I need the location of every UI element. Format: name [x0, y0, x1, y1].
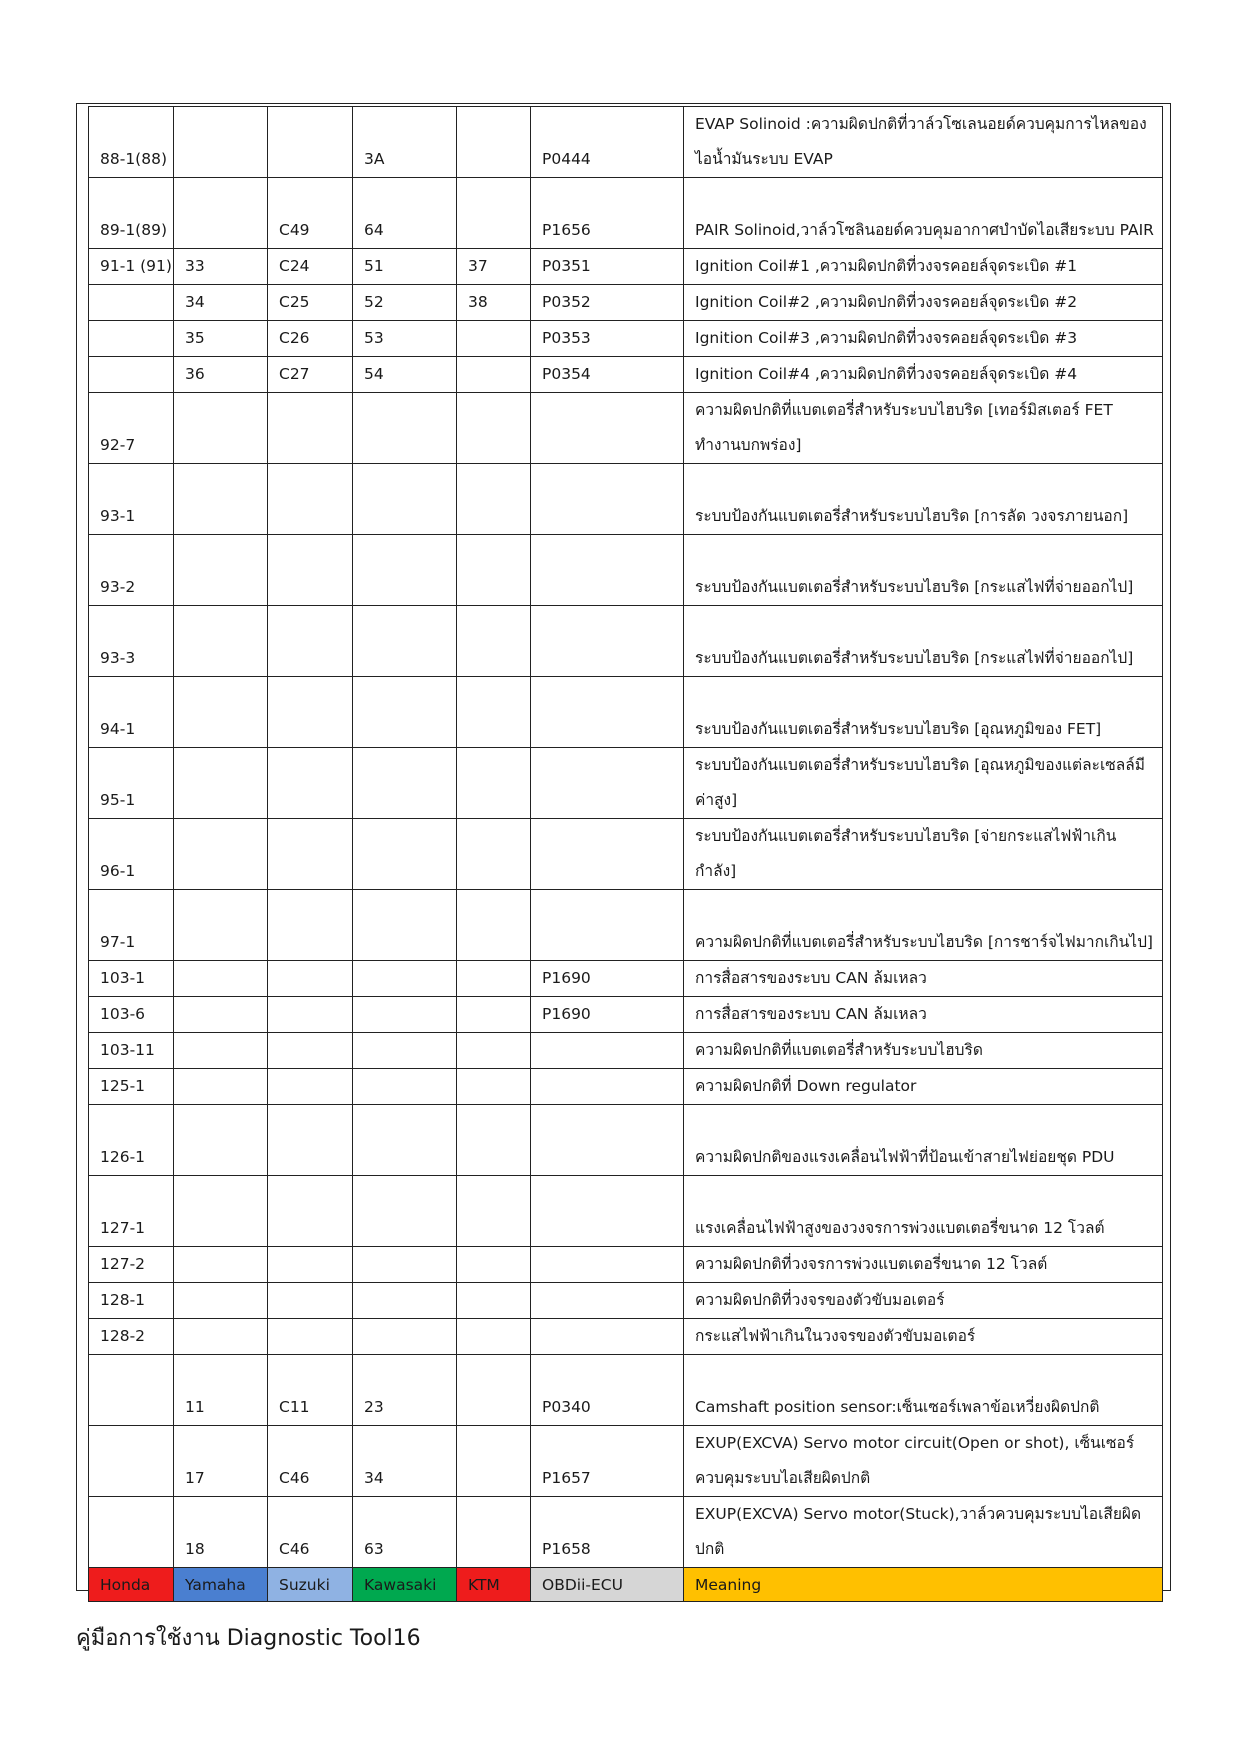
- cell-kawasaki: [353, 677, 457, 748]
- table-row: [89, 393, 1163, 464]
- cell-obd: P0352: [531, 285, 684, 321]
- cell-yamaha: [174, 1176, 268, 1247]
- cell-ktm: [457, 1069, 531, 1105]
- cell-meaning: ระบบป้องกันแบตเตอรี่สำหรับระบบไฮบริด [จ่ายกระแสไฟฟ้าเกินกำลัง]: [684, 819, 1163, 890]
- cell-honda: [89, 1355, 174, 1426]
- cell-honda: 103-11: [89, 1033, 174, 1069]
- cell-honda: [89, 1426, 174, 1497]
- cell-ktm: [457, 357, 531, 393]
- cell-kawasaki: [353, 1033, 457, 1069]
- table-row: [89, 748, 1163, 819]
- cell-yamaha: [174, 1283, 268, 1319]
- cell-honda: 125-1: [89, 1069, 174, 1105]
- table-row: [89, 535, 1163, 606]
- cell-obd: [531, 464, 684, 535]
- table-row: [89, 321, 1163, 357]
- cell-honda: 92-7: [89, 393, 174, 464]
- cell-kawasaki: [353, 393, 457, 464]
- cell-ktm: 38: [457, 285, 531, 321]
- cell-yamaha: [174, 890, 268, 961]
- table-row: [89, 1176, 1163, 1247]
- page-footer: คู่มือการใช้งาน Diagnostic Tool16: [76, 1626, 421, 1651]
- cell-ktm: [457, 1176, 531, 1247]
- cell-kawasaki: [353, 1319, 457, 1355]
- cell-yamaha: [174, 1247, 268, 1283]
- cell-suzuki: C46: [268, 1497, 353, 1568]
- cell-ktm: [457, 464, 531, 535]
- table-row: [89, 1426, 1163, 1497]
- table-row: [89, 606, 1163, 677]
- cell-obd: [531, 1105, 684, 1176]
- cell-yamaha: [174, 819, 268, 890]
- cell-honda: 97-1: [89, 890, 174, 961]
- cell-yamaha: [174, 393, 268, 464]
- cell-ktm: [457, 819, 531, 890]
- cell-obd: P0340: [531, 1355, 684, 1426]
- cell-suzuki: C26: [268, 321, 353, 357]
- cell-kawasaki: [353, 1176, 457, 1247]
- cell-yamaha: 33: [174, 249, 268, 285]
- cell-yamaha: [174, 535, 268, 606]
- cell-meaning: Ignition Coil#3 ,ความผิดปกติที่วงจรคอยล์จุดระเบิด #3: [684, 321, 1163, 357]
- cell-suzuki: [268, 1105, 353, 1176]
- cell-honda: [89, 285, 174, 321]
- cell-suzuki: [268, 748, 353, 819]
- cell-honda: 128-1: [89, 1283, 174, 1319]
- cell-honda: [89, 321, 174, 357]
- error-code-table: [88, 106, 1163, 1602]
- cell-suzuki: C46: [268, 1426, 353, 1497]
- cell-ktm: [457, 606, 531, 677]
- cell-suzuki: [268, 961, 353, 997]
- cell-ktm: [457, 321, 531, 357]
- legend-obdii-ecu: OBDii-ECU: [531, 1568, 684, 1602]
- cell-yamaha: [174, 178, 268, 249]
- cell-honda: 89-1(89): [89, 178, 174, 249]
- cell-obd: P1657: [531, 1426, 684, 1497]
- cell-ktm: [457, 535, 531, 606]
- cell-obd: [531, 606, 684, 677]
- cell-suzuki: [268, 1247, 353, 1283]
- table-row: [89, 464, 1163, 535]
- cell-ktm: [457, 1247, 531, 1283]
- cell-yamaha: [174, 997, 268, 1033]
- cell-meaning: การสื่อสารของระบบ CAN ล้มเหลว: [684, 997, 1163, 1033]
- cell-ktm: [457, 393, 531, 464]
- cell-obd: P1690: [531, 961, 684, 997]
- cell-honda: 103-6: [89, 997, 174, 1033]
- cell-kawasaki: [353, 606, 457, 677]
- cell-suzuki: [268, 1283, 353, 1319]
- cell-suzuki: [268, 1033, 353, 1069]
- table-row: [89, 819, 1163, 890]
- cell-yamaha: [174, 1069, 268, 1105]
- cell-yamaha: 17: [174, 1426, 268, 1497]
- cell-suzuki: C27: [268, 357, 353, 393]
- table-row: [89, 1355, 1163, 1426]
- cell-suzuki: [268, 535, 353, 606]
- cell-kawasaki: [353, 819, 457, 890]
- cell-kawasaki: 52: [353, 285, 457, 321]
- cell-obd: [531, 1247, 684, 1283]
- cell-meaning: ความผิดปกติที่แบตเตอรี่สำหรับระบบไฮบริด [การชาร์จไฟมากเกินไป]: [684, 890, 1163, 961]
- cell-honda: 128-2: [89, 1319, 174, 1355]
- cell-ktm: [457, 1497, 531, 1568]
- table-row: [89, 677, 1163, 748]
- cell-yamaha: 11: [174, 1355, 268, 1426]
- cell-suzuki: C49: [268, 178, 353, 249]
- cell-suzuki: C11: [268, 1355, 353, 1426]
- table-row: [89, 961, 1163, 997]
- table-row: [89, 1033, 1163, 1069]
- cell-suzuki: [268, 1069, 353, 1105]
- cell-meaning: ระบบป้องกันแบตเตอรี่สำหรับระบบไฮบริด [การลัด วงจรภายนอก]: [684, 464, 1163, 535]
- table-row: [89, 1247, 1163, 1283]
- cell-obd: P0354: [531, 357, 684, 393]
- cell-obd: P0351: [531, 249, 684, 285]
- cell-honda: 93-3: [89, 606, 174, 677]
- cell-obd: [531, 1176, 684, 1247]
- cell-ktm: [457, 178, 531, 249]
- legend-row: [89, 1568, 1163, 1602]
- cell-kawasaki: [353, 997, 457, 1033]
- cell-obd: [531, 1033, 684, 1069]
- table-row: [89, 357, 1163, 393]
- cell-ktm: [457, 1033, 531, 1069]
- cell-yamaha: [174, 1319, 268, 1355]
- cell-honda: 94-1: [89, 677, 174, 748]
- cell-suzuki: [268, 107, 353, 178]
- table-row: [89, 1105, 1163, 1176]
- cell-obd: P1658: [531, 1497, 684, 1568]
- cell-yamaha: [174, 677, 268, 748]
- cell-honda: 96-1: [89, 819, 174, 890]
- cell-kawasaki: 63: [353, 1497, 457, 1568]
- cell-meaning: EVAP Solinoid :ความผิดปกติที่วาล์วโซเลนอยด์ควบคุมการไหลของไอน้ำมันระบบ EVAP: [684, 107, 1163, 178]
- cell-meaning: ระบบป้องกันแบตเตอรี่สำหรับระบบไฮบริด [กระแสไฟที่จ่ายออกไป]: [684, 535, 1163, 606]
- cell-honda: 103-1: [89, 961, 174, 997]
- cell-meaning: ความผิดปกติที่ Down regulator: [684, 1069, 1163, 1105]
- legend-ktm: KTM: [457, 1568, 531, 1602]
- legend-honda: Honda: [89, 1568, 174, 1602]
- table-row: [89, 285, 1163, 321]
- cell-honda: 126-1: [89, 1105, 174, 1176]
- cell-kawasaki: [353, 1247, 457, 1283]
- cell-suzuki: [268, 606, 353, 677]
- cell-honda: 91-1 (91): [89, 249, 174, 285]
- cell-obd: P1690: [531, 997, 684, 1033]
- cell-ktm: [457, 1355, 531, 1426]
- table-row: [89, 1283, 1163, 1319]
- cell-kawasaki: 64: [353, 178, 457, 249]
- table-row: [89, 178, 1163, 249]
- cell-meaning: EXUP(EXCVA) Servo motor(Stuck),วาล์วควบคุมระบบไอเสียผิดปกติ: [684, 1497, 1163, 1568]
- cell-honda: [89, 1497, 174, 1568]
- cell-meaning: แรงเคลื่อนไฟฟ้าสูงของวงจรการพ่วงแบตเตอรี่ขนาด 12 โวลต์: [684, 1176, 1163, 1247]
- cell-suzuki: [268, 393, 353, 464]
- cell-ktm: [457, 961, 531, 997]
- cell-meaning: ความผิดปกติที่แบตเตอรี่สำหรับระบบไฮบริด: [684, 1033, 1163, 1069]
- cell-kawasaki: 34: [353, 1426, 457, 1497]
- table-row: [89, 107, 1163, 178]
- cell-yamaha: 34: [174, 285, 268, 321]
- cell-obd: P0353: [531, 321, 684, 357]
- cell-meaning: Ignition Coil#4 ,ความผิดปกติที่วงจรคอยล์จุดระเบิด #4: [684, 357, 1163, 393]
- legend-meaning: Meaning: [684, 1568, 1163, 1602]
- cell-kawasaki: [353, 535, 457, 606]
- legend-suzuki: Suzuki: [268, 1568, 353, 1602]
- table-row: [89, 1069, 1163, 1105]
- cell-honda: 95-1: [89, 748, 174, 819]
- cell-yamaha: [174, 107, 268, 178]
- cell-yamaha: [174, 1105, 268, 1176]
- cell-meaning: ความผิดปกติที่วงจรของตัวขับมอเตอร์: [684, 1283, 1163, 1319]
- cell-kawasaki: [353, 961, 457, 997]
- cell-meaning: Camshaft position sensor:เซ็นเซอร์เพลาข้อเหวี่ยงผิดปกติ: [684, 1355, 1163, 1426]
- cell-kawasaki: 23: [353, 1355, 457, 1426]
- cell-meaning: Ignition Coil#1 ,ความผิดปกติที่วงจรคอยล์จุดระเบิด #1: [684, 249, 1163, 285]
- cell-kawasaki: [353, 748, 457, 819]
- cell-kawasaki: 3A: [353, 107, 457, 178]
- cell-suzuki: [268, 890, 353, 961]
- cell-honda: 93-2: [89, 535, 174, 606]
- cell-obd: [531, 393, 684, 464]
- cell-obd: [531, 819, 684, 890]
- cell-suzuki: [268, 464, 353, 535]
- cell-meaning: กระแสไฟฟ้าเกินในวงจรของตัวขับมอเตอร์: [684, 1319, 1163, 1355]
- cell-meaning: ระบบป้องกันแบตเตอรี่สำหรับระบบไฮบริด [กระแสไฟที่จ่ายออกไป]: [684, 606, 1163, 677]
- cell-yamaha: [174, 1033, 268, 1069]
- cell-kawasaki: [353, 890, 457, 961]
- cell-obd: P0444: [531, 107, 684, 178]
- cell-suzuki: [268, 819, 353, 890]
- cell-yamaha: [174, 748, 268, 819]
- cell-meaning: การสื่อสารของระบบ CAN ล้มเหลว: [684, 961, 1163, 997]
- cell-meaning: EXUP(EXCVA) Servo motor circuit(Open or shot), เซ็นเซอร์ควบคุมระบบไอเสียผิดปกติ: [684, 1426, 1163, 1497]
- cell-yamaha: 35: [174, 321, 268, 357]
- cell-ktm: [457, 748, 531, 819]
- legend-kawasaki: Kawasaki: [353, 1568, 457, 1602]
- cell-ktm: [457, 1426, 531, 1497]
- cell-obd: [531, 535, 684, 606]
- cell-kawasaki: 51: [353, 249, 457, 285]
- cell-meaning: ความผิดปกติของแรงเคลื่อนไฟฟ้าที่ป้อนเข้าสายไฟย่อยชุด PDU: [684, 1105, 1163, 1176]
- cell-yamaha: 36: [174, 357, 268, 393]
- cell-honda: [89, 357, 174, 393]
- cell-yamaha: 18: [174, 1497, 268, 1568]
- cell-ktm: [457, 1319, 531, 1355]
- cell-suzuki: C25: [268, 285, 353, 321]
- cell-honda: 127-1: [89, 1176, 174, 1247]
- cell-suzuki: [268, 1176, 353, 1247]
- cell-suzuki: C24: [268, 249, 353, 285]
- cell-suzuki: [268, 997, 353, 1033]
- cell-meaning: PAIR Solinoid,วาล์วโซลินอยด์ควบคุมอากาศบำบัดไอเสียระบบ PAIR: [684, 178, 1163, 249]
- cell-kawasaki: [353, 1283, 457, 1319]
- cell-kawasaki: [353, 464, 457, 535]
- cell-obd: [531, 1069, 684, 1105]
- cell-obd: P1656: [531, 178, 684, 249]
- cell-kawasaki: 54: [353, 357, 457, 393]
- cell-obd: [531, 1283, 684, 1319]
- cell-yamaha: [174, 464, 268, 535]
- cell-suzuki: [268, 677, 353, 748]
- cell-obd: [531, 677, 684, 748]
- cell-kawasaki: 53: [353, 321, 457, 357]
- cell-ktm: [457, 997, 531, 1033]
- cell-ktm: [457, 890, 531, 961]
- cell-ktm: [457, 1105, 531, 1176]
- cell-obd: [531, 1319, 684, 1355]
- table-row: [89, 1497, 1163, 1568]
- cell-suzuki: [268, 1319, 353, 1355]
- table-row: [89, 997, 1163, 1033]
- cell-kawasaki: [353, 1105, 457, 1176]
- cell-obd: [531, 890, 684, 961]
- cell-yamaha: [174, 606, 268, 677]
- cell-honda: 93-1: [89, 464, 174, 535]
- table-row: [89, 249, 1163, 285]
- cell-ktm: [457, 1283, 531, 1319]
- cell-meaning: ความผิดปกติที่แบตเตอรี่สำหรับระบบไฮบริด [เทอร์มิสเตอร์ FET ทำงานบกพร่อง]: [684, 393, 1163, 464]
- cell-ktm: [457, 107, 531, 178]
- cell-meaning: ระบบป้องกันแบตเตอรี่สำหรับระบบไฮบริด [อุณหภูมิของแต่ละเซลล์มีค่าสูง]: [684, 748, 1163, 819]
- cell-kawasaki: [353, 1069, 457, 1105]
- cell-ktm: 37: [457, 249, 531, 285]
- legend-yamaha: Yamaha: [174, 1568, 268, 1602]
- cell-obd: [531, 748, 684, 819]
- table-row: [89, 1319, 1163, 1355]
- cell-meaning: ความผิดปกติที่วงจรการพ่วงแบตเตอรี่ขนาด 12 โวลต์: [684, 1247, 1163, 1283]
- cell-honda: 127-2: [89, 1247, 174, 1283]
- table-row: [89, 890, 1163, 961]
- cell-yamaha: [174, 961, 268, 997]
- cell-ktm: [457, 677, 531, 748]
- cell-meaning: ระบบป้องกันแบตเตอรี่สำหรับระบบไฮบริด [อุณหภูมิของ FET]: [684, 677, 1163, 748]
- cell-honda: 88-1(88): [89, 107, 174, 178]
- cell-meaning: Ignition Coil#2 ,ความผิดปกติที่วงจรคอยล์จุดระเบิด #2: [684, 285, 1163, 321]
